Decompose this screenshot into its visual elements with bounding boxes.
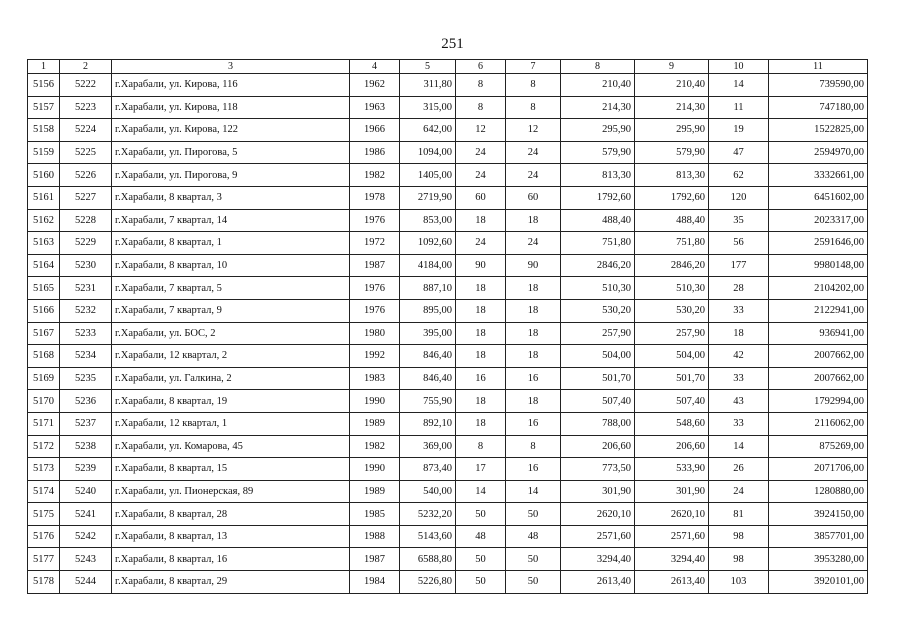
cell-col-6: 18 <box>456 390 506 413</box>
cell-year: 1976 <box>350 277 400 300</box>
cell-address: г.Харабали, ул. БОС, 2 <box>112 322 350 345</box>
cell-object-number: 5222 <box>60 74 112 97</box>
cell-col-7: 18 <box>506 277 561 300</box>
cell-row-number: 5167 <box>28 322 60 345</box>
cell-col-10: 28 <box>709 277 769 300</box>
cell-col-9: 751,80 <box>635 232 709 255</box>
cell-col-10: 14 <box>709 74 769 97</box>
cell-col-8: 813,30 <box>561 164 635 187</box>
cell-year: 1985 <box>350 503 400 526</box>
cell-col-8: 2613,40 <box>561 571 635 594</box>
cell-address: г.Харабали, 8 квартал, 19 <box>112 390 350 413</box>
cell-col-9: 510,30 <box>635 277 709 300</box>
cell-col-6: 18 <box>456 412 506 435</box>
cell-row-number: 5157 <box>28 96 60 119</box>
cell-col-10: 24 <box>709 480 769 503</box>
cell-col-7: 8 <box>506 435 561 458</box>
cell-object-number: 5232 <box>60 299 112 322</box>
cell-area: 395,00 <box>400 322 456 345</box>
column-header: 9 <box>635 60 709 74</box>
cell-col-6: 18 <box>456 345 506 368</box>
cell-year: 1972 <box>350 232 400 255</box>
cell-year: 1976 <box>350 209 400 232</box>
table-row <box>28 232 868 255</box>
cell-col-7: 16 <box>506 367 561 390</box>
cell-address: г.Харабали, 8 квартал, 13 <box>112 525 350 548</box>
cell-col-9: 295,90 <box>635 119 709 142</box>
cell-area: 853,00 <box>400 209 456 232</box>
cell-value: 2007662,00 <box>769 367 868 390</box>
cell-col-9: 2613,40 <box>635 571 709 594</box>
cell-value: 1280880,00 <box>769 480 868 503</box>
cell-object-number: 5235 <box>60 367 112 390</box>
cell-col-10: 18 <box>709 322 769 345</box>
cell-col-7: 18 <box>506 209 561 232</box>
cell-address: г.Харабали, ул. Галкина, 2 <box>112 367 350 390</box>
cell-col-8: 507,40 <box>561 390 635 413</box>
cell-address: г.Харабали, ул. Кирова, 116 <box>112 74 350 97</box>
cell-object-number: 5230 <box>60 254 112 277</box>
cell-col-9: 257,90 <box>635 322 709 345</box>
cell-year: 1989 <box>350 480 400 503</box>
cell-area: 6588,80 <box>400 548 456 571</box>
cell-object-number: 5244 <box>60 571 112 594</box>
cell-col-8: 301,90 <box>561 480 635 503</box>
cell-address: г.Харабали, 8 квартал, 28 <box>112 503 350 526</box>
cell-object-number: 5239 <box>60 458 112 481</box>
cell-value: 2591646,00 <box>769 232 868 255</box>
cell-col-6: 8 <box>456 96 506 119</box>
cell-col-9: 501,70 <box>635 367 709 390</box>
cell-address: г.Харабали, ул. Пионерская, 89 <box>112 480 350 503</box>
cell-col-6: 16 <box>456 367 506 390</box>
cell-value: 2104202,00 <box>769 277 868 300</box>
header-row <box>28 60 868 74</box>
table-row <box>28 548 868 571</box>
cell-address: г.Харабали, 7 квартал, 9 <box>112 299 350 322</box>
cell-row-number: 5161 <box>28 186 60 209</box>
cell-col-7: 8 <box>506 74 561 97</box>
cell-col-7: 16 <box>506 412 561 435</box>
table-row <box>28 458 868 481</box>
cell-col-7: 50 <box>506 548 561 571</box>
cell-value: 1792994,00 <box>769 390 868 413</box>
cell-col-9: 2620,10 <box>635 503 709 526</box>
column-header: 4 <box>350 60 400 74</box>
cell-row-number: 5168 <box>28 345 60 368</box>
cell-col-8: 2846,20 <box>561 254 635 277</box>
cell-row-number: 5162 <box>28 209 60 232</box>
cell-area: 4184,00 <box>400 254 456 277</box>
table-row <box>28 186 868 209</box>
cell-col-7: 18 <box>506 390 561 413</box>
cell-object-number: 5236 <box>60 390 112 413</box>
cell-year: 1982 <box>350 435 400 458</box>
cell-col-8: 579,90 <box>561 141 635 164</box>
cell-row-number: 5176 <box>28 525 60 548</box>
cell-col-7: 50 <box>506 503 561 526</box>
cell-area: 1092,60 <box>400 232 456 255</box>
cell-year: 1966 <box>350 119 400 142</box>
cell-year: 1984 <box>350 571 400 594</box>
cell-address: г.Харабали, 12 квартал, 1 <box>112 412 350 435</box>
cell-area: 540,00 <box>400 480 456 503</box>
housing-table <box>27 59 868 594</box>
cell-col-10: 98 <box>709 548 769 571</box>
cell-address: г.Харабали, ул. Комарова, 45 <box>112 435 350 458</box>
cell-col-10: 62 <box>709 164 769 187</box>
cell-row-number: 5166 <box>28 299 60 322</box>
cell-year: 1983 <box>350 367 400 390</box>
cell-col-9: 504,00 <box>635 345 709 368</box>
cell-object-number: 5231 <box>60 277 112 300</box>
cell-col-9: 488,40 <box>635 209 709 232</box>
cell-year: 1962 <box>350 74 400 97</box>
cell-object-number: 5226 <box>60 164 112 187</box>
cell-col-7: 14 <box>506 480 561 503</box>
cell-col-9: 3294,40 <box>635 548 709 571</box>
cell-col-8: 530,20 <box>561 299 635 322</box>
table-body <box>28 74 868 594</box>
cell-row-number: 5172 <box>28 435 60 458</box>
cell-value: 1522825,00 <box>769 119 868 142</box>
cell-address: г.Харабали, 8 квартал, 3 <box>112 186 350 209</box>
cell-object-number: 5227 <box>60 186 112 209</box>
cell-area: 755,90 <box>400 390 456 413</box>
cell-value: 2071706,00 <box>769 458 868 481</box>
column-header: 7 <box>506 60 561 74</box>
cell-col-7: 18 <box>506 345 561 368</box>
cell-col-9: 548,60 <box>635 412 709 435</box>
cell-row-number: 5174 <box>28 480 60 503</box>
cell-col-10: 42 <box>709 345 769 368</box>
cell-col-7: 24 <box>506 232 561 255</box>
cell-col-6: 50 <box>456 571 506 594</box>
column-header: 6 <box>456 60 506 74</box>
cell-value: 6451602,00 <box>769 186 868 209</box>
cell-col-6: 48 <box>456 525 506 548</box>
cell-col-10: 33 <box>709 367 769 390</box>
cell-area: 1405,00 <box>400 164 456 187</box>
table-row <box>28 254 868 277</box>
table-row <box>28 277 868 300</box>
cell-area: 895,00 <box>400 299 456 322</box>
cell-object-number: 5225 <box>60 141 112 164</box>
cell-col-8: 2620,10 <box>561 503 635 526</box>
cell-col-6: 24 <box>456 232 506 255</box>
cell-object-number: 5241 <box>60 503 112 526</box>
cell-col-6: 24 <box>456 141 506 164</box>
cell-col-7: 12 <box>506 119 561 142</box>
cell-year: 1992 <box>350 345 400 368</box>
column-header: 11 <box>769 60 868 74</box>
column-header: 2 <box>60 60 112 74</box>
cell-col-8: 501,70 <box>561 367 635 390</box>
cell-row-number: 5159 <box>28 141 60 164</box>
cell-year: 1978 <box>350 186 400 209</box>
cell-col-7: 60 <box>506 186 561 209</box>
cell-col-9: 507,40 <box>635 390 709 413</box>
cell-object-number: 5242 <box>60 525 112 548</box>
table-row <box>28 345 868 368</box>
cell-col-8: 773,50 <box>561 458 635 481</box>
cell-col-7: 50 <box>506 571 561 594</box>
cell-value: 2594970,00 <box>769 141 868 164</box>
cell-col-6: 18 <box>456 277 506 300</box>
cell-col-7: 16 <box>506 458 561 481</box>
cell-row-number: 5169 <box>28 367 60 390</box>
column-header: 1 <box>28 60 60 74</box>
cell-value: 3924150,00 <box>769 503 868 526</box>
cell-area: 846,40 <box>400 345 456 368</box>
cell-object-number: 5243 <box>60 548 112 571</box>
column-header: 5 <box>400 60 456 74</box>
cell-col-10: 26 <box>709 458 769 481</box>
cell-row-number: 5160 <box>28 164 60 187</box>
cell-col-10: 120 <box>709 186 769 209</box>
cell-address: г.Харабали, ул. Пирогова, 9 <box>112 164 350 187</box>
cell-object-number: 5240 <box>60 480 112 503</box>
cell-col-6: 17 <box>456 458 506 481</box>
table-row <box>28 480 868 503</box>
table-row <box>28 141 868 164</box>
cell-object-number: 5233 <box>60 322 112 345</box>
cell-area: 5143,60 <box>400 525 456 548</box>
cell-col-6: 50 <box>456 503 506 526</box>
cell-col-7: 90 <box>506 254 561 277</box>
cell-col-10: 35 <box>709 209 769 232</box>
cell-year: 1963 <box>350 96 400 119</box>
cell-object-number: 5238 <box>60 435 112 458</box>
cell-row-number: 5165 <box>28 277 60 300</box>
cell-year: 1986 <box>350 141 400 164</box>
cell-value: 2023317,00 <box>769 209 868 232</box>
cell-col-8: 788,00 <box>561 412 635 435</box>
cell-address: г.Харабали, 8 квартал, 10 <box>112 254 350 277</box>
cell-col-8: 2571,60 <box>561 525 635 548</box>
cell-col-7: 48 <box>506 525 561 548</box>
cell-year: 1990 <box>350 390 400 413</box>
table-row <box>28 435 868 458</box>
cell-value: 2007662,00 <box>769 345 868 368</box>
cell-value: 747180,00 <box>769 96 868 119</box>
cell-year: 1987 <box>350 254 400 277</box>
cell-col-9: 301,90 <box>635 480 709 503</box>
cell-col-9: 206,60 <box>635 435 709 458</box>
cell-col-6: 18 <box>456 209 506 232</box>
cell-area: 887,10 <box>400 277 456 300</box>
cell-value: 2122941,00 <box>769 299 868 322</box>
column-header: 3 <box>112 60 350 74</box>
cell-row-number: 5163 <box>28 232 60 255</box>
cell-col-9: 579,90 <box>635 141 709 164</box>
cell-col-8: 206,60 <box>561 435 635 458</box>
cell-col-10: 33 <box>709 412 769 435</box>
cell-address: г.Харабали, 8 квартал, 29 <box>112 571 350 594</box>
table-row <box>28 119 868 142</box>
cell-address: г.Харабали, 8 квартал, 15 <box>112 458 350 481</box>
cell-object-number: 5237 <box>60 412 112 435</box>
cell-year: 1987 <box>350 548 400 571</box>
cell-row-number: 5164 <box>28 254 60 277</box>
cell-col-7: 18 <box>506 322 561 345</box>
cell-area: 846,40 <box>400 367 456 390</box>
cell-value: 936941,00 <box>769 322 868 345</box>
cell-col-8: 295,90 <box>561 119 635 142</box>
cell-col-10: 11 <box>709 96 769 119</box>
cell-value: 2116062,00 <box>769 412 868 435</box>
cell-address: г.Харабали, ул. Пирогова, 5 <box>112 141 350 164</box>
cell-value: 3920101,00 <box>769 571 868 594</box>
cell-col-6: 8 <box>456 74 506 97</box>
cell-year: 1976 <box>350 299 400 322</box>
cell-row-number: 5178 <box>28 571 60 594</box>
cell-row-number: 5170 <box>28 390 60 413</box>
cell-col-10: 177 <box>709 254 769 277</box>
cell-col-8: 488,40 <box>561 209 635 232</box>
cell-object-number: 5229 <box>60 232 112 255</box>
cell-col-10: 98 <box>709 525 769 548</box>
cell-area: 311,80 <box>400 74 456 97</box>
cell-year: 1989 <box>350 412 400 435</box>
cell-address: г.Харабали, 8 квартал, 16 <box>112 548 350 571</box>
cell-col-10: 33 <box>709 299 769 322</box>
cell-col-10: 81 <box>709 503 769 526</box>
table-row <box>28 503 868 526</box>
cell-col-6: 8 <box>456 435 506 458</box>
cell-row-number: 5156 <box>28 74 60 97</box>
cell-value: 3953280,00 <box>769 548 868 571</box>
cell-col-6: 18 <box>456 299 506 322</box>
cell-address: г.Харабали, ул. Кирова, 118 <box>112 96 350 119</box>
cell-col-10: 19 <box>709 119 769 142</box>
cell-col-8: 510,30 <box>561 277 635 300</box>
cell-year: 1990 <box>350 458 400 481</box>
cell-row-number: 5158 <box>28 119 60 142</box>
cell-area: 369,00 <box>400 435 456 458</box>
cell-col-7: 18 <box>506 299 561 322</box>
cell-area: 2719,90 <box>400 186 456 209</box>
cell-col-8: 751,80 <box>561 232 635 255</box>
cell-col-6: 24 <box>456 164 506 187</box>
column-header: 8 <box>561 60 635 74</box>
cell-row-number: 5171 <box>28 412 60 435</box>
cell-value: 875269,00 <box>769 435 868 458</box>
page-number: 251 <box>441 36 464 52</box>
cell-value: 739590,00 <box>769 74 868 97</box>
table-row <box>28 96 868 119</box>
cell-col-9: 530,20 <box>635 299 709 322</box>
table-row <box>28 299 868 322</box>
cell-col-8: 504,00 <box>561 345 635 368</box>
cell-col-8: 257,90 <box>561 322 635 345</box>
cell-col-8: 214,30 <box>561 96 635 119</box>
table-row <box>28 390 868 413</box>
cell-area: 315,00 <box>400 96 456 119</box>
cell-col-6: 14 <box>456 480 506 503</box>
cell-value: 3857701,00 <box>769 525 868 548</box>
cell-object-number: 5223 <box>60 96 112 119</box>
cell-area: 5226,80 <box>400 571 456 594</box>
cell-row-number: 5175 <box>28 503 60 526</box>
cell-col-6: 12 <box>456 119 506 142</box>
table-row <box>28 164 868 187</box>
cell-col-9: 2846,20 <box>635 254 709 277</box>
cell-col-6: 18 <box>456 322 506 345</box>
cell-address: г.Харабали, 8 квартал, 1 <box>112 232 350 255</box>
cell-col-10: 14 <box>709 435 769 458</box>
cell-col-6: 90 <box>456 254 506 277</box>
cell-value: 3332661,00 <box>769 164 868 187</box>
cell-col-9: 1792,60 <box>635 186 709 209</box>
cell-year: 1980 <box>350 322 400 345</box>
cell-col-10: 56 <box>709 232 769 255</box>
cell-col-7: 24 <box>506 164 561 187</box>
cell-area: 1094,00 <box>400 141 456 164</box>
cell-col-8: 210,40 <box>561 74 635 97</box>
column-header: 10 <box>709 60 769 74</box>
cell-col-10: 43 <box>709 390 769 413</box>
cell-address: г.Харабали, 7 квартал, 5 <box>112 277 350 300</box>
table-row <box>28 571 868 594</box>
cell-object-number: 5234 <box>60 345 112 368</box>
cell-col-7: 24 <box>506 141 561 164</box>
cell-col-9: 2571,60 <box>635 525 709 548</box>
cell-col-10: 103 <box>709 571 769 594</box>
cell-address: г.Харабали, ул. Кирова, 122 <box>112 119 350 142</box>
cell-object-number: 5224 <box>60 119 112 142</box>
cell-object-number: 5228 <box>60 209 112 232</box>
table-row <box>28 525 868 548</box>
cell-col-9: 813,30 <box>635 164 709 187</box>
cell-year: 1982 <box>350 164 400 187</box>
cell-col-8: 3294,40 <box>561 548 635 571</box>
cell-col-8: 1792,60 <box>561 186 635 209</box>
table-row <box>28 322 868 345</box>
cell-col-9: 533,90 <box>635 458 709 481</box>
cell-year: 1988 <box>350 525 400 548</box>
cell-area: 892,10 <box>400 412 456 435</box>
cell-address: г.Харабали, 7 квартал, 14 <box>112 209 350 232</box>
cell-area: 873,40 <box>400 458 456 481</box>
cell-col-6: 50 <box>456 548 506 571</box>
cell-value: 9980148,00 <box>769 254 868 277</box>
cell-col-10: 47 <box>709 141 769 164</box>
cell-col-6: 60 <box>456 186 506 209</box>
cell-col-9: 210,40 <box>635 74 709 97</box>
cell-area: 642,00 <box>400 119 456 142</box>
table-row <box>28 74 868 97</box>
cell-address: г.Харабали, 12 квартал, 2 <box>112 345 350 368</box>
cell-area: 5232,20 <box>400 503 456 526</box>
cell-col-9: 214,30 <box>635 96 709 119</box>
table-row <box>28 367 868 390</box>
cell-col-7: 8 <box>506 96 561 119</box>
cell-row-number: 5177 <box>28 548 60 571</box>
table-row <box>28 209 868 232</box>
cell-row-number: 5173 <box>28 458 60 481</box>
table-row <box>28 412 868 435</box>
